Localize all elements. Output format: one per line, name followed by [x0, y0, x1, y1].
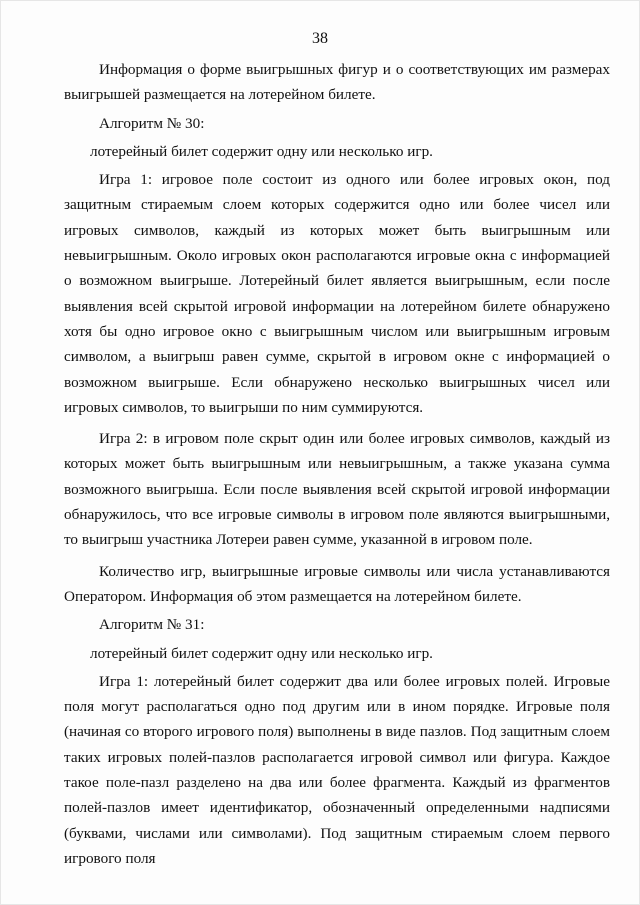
paragraph-game-1-algorithm-30: Игра 1: игровое поле состоит из одного или более игровых окон, под защитным стираемым слоем которых содержится одно или более чисел или игровых символов, каждый из которых может быть выигрышным или невыигрышным. Около игровых окон располагаются игровые окна с информацией о возможном выигрыше. Лотерейный билет является выигрышным, если после выявления всей скрытой игровой информации на лотерейном билете обнаружено хотя бы одно игровое окно с выигрышным числом или выигрышным игровым символом, а выигрыш равен сумме, скрытой в игровом окне с информацией о возможном выигрыше. Если обнаружено несколько выигрышных чисел или игровых символов, то выигрыши по ним суммируются. [64, 171, 610, 416]
heading-algorithm-30: Алгоритм № 30: [99, 114, 205, 132]
heading-algorithm-31: Алгоритм № 31: [99, 616, 205, 634]
document-body [64, 57, 610, 871]
paragraph-info-figures: Информация о форме выигрышных фигур и о соответствующих им размерах выигрышей размещается на лотерейном билете. [64, 61, 610, 104]
page-number: 38 [312, 30, 328, 47]
paragraph-games-count: Количество игр, выигрышные игровые символы или числа устанавливаются Оператором. Информация об этом размещается на лотерейном билете. [64, 562, 610, 605]
paragraph-ticket-games-31: лотерейный билет содержит одну или несколько игр. [90, 644, 433, 662]
paragraph-game-1-algorithm-31: Игра 1: лотерейный билет содержит два или более игровых полей. Игровые поля могут располагаться одно под другим или в ином порядке. Игровые поля (начиная со второго игрового поля) выполнены в виде пазлов. Под защитным слоем таких игровых полей-пазлов располагается игровой символ или фигура. Каждое такое поле-пазл разделено на два или более фрагмента. Каждый из фрагментов полей-пазлов имеет идентификатор, обозначенный определенными надписями (буквами, числами или символами). Под защитным стираемым слоем первого игрового поля [64, 672, 610, 867]
paragraph-game-2-algorithm-30: Игра 2: в игровом поле скрыт один или более игровых символов, каждый из которых может быть выигрышным или невыигрышным, а также указана сумма возможного выигрыша. Если после выявления всей скрытой игровой информации обнаружилось, что все игровые символы в игровом поле являются выигрышными, то выигрыш участника Лотереи равен сумме, указанной в игровом поле. [64, 430, 610, 549]
paragraph-ticket-games-30: лотерейный билет содержит одну или несколько игр. [90, 142, 433, 160]
